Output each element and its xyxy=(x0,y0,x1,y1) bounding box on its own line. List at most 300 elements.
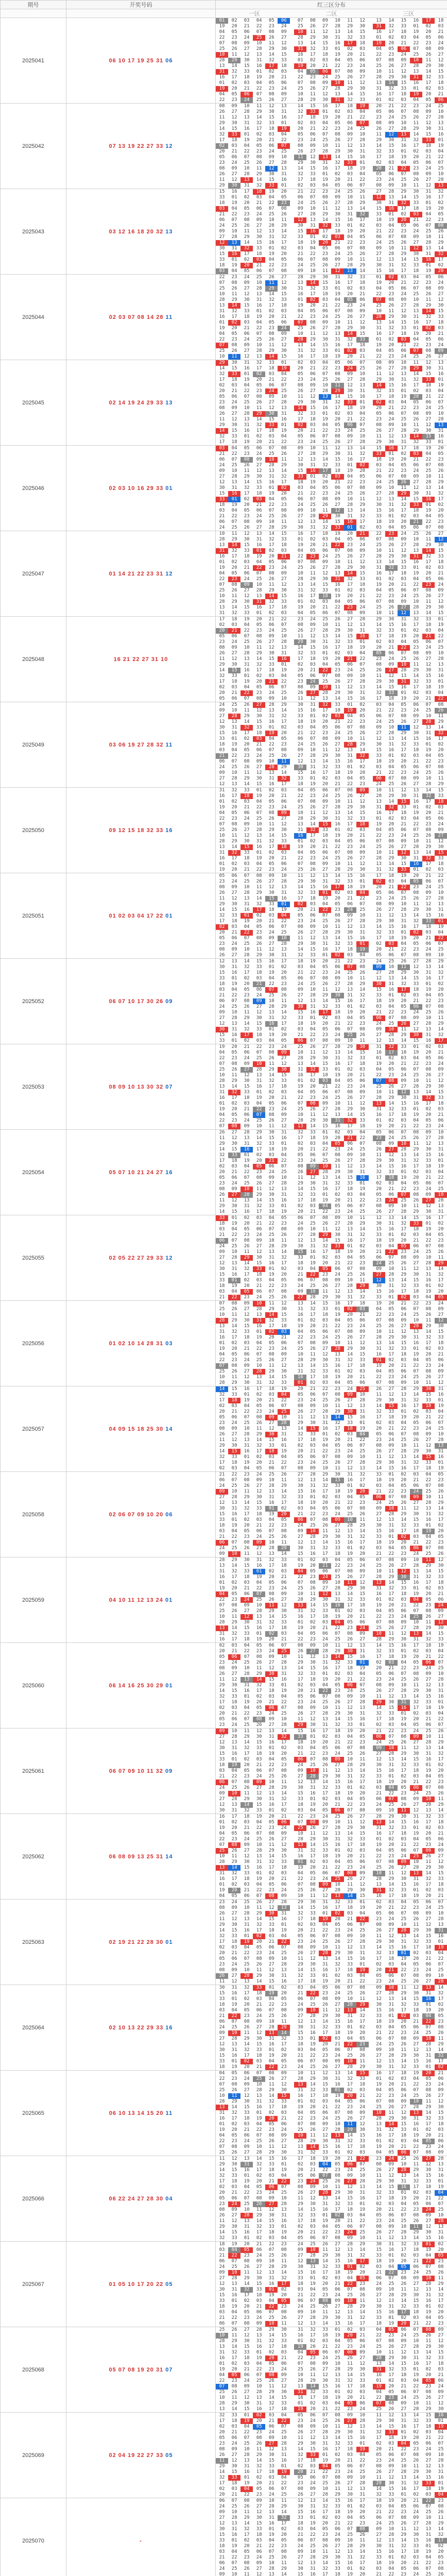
grid-number: 22 xyxy=(322,1209,328,1214)
grid-number: 17 xyxy=(359,1238,366,1243)
grid-number: 07 xyxy=(376,1318,382,1323)
grid-number: 03 xyxy=(376,525,382,530)
grid-number: 17 xyxy=(281,1500,287,1505)
grid-number: 08 xyxy=(219,645,225,650)
grid-number: 12 xyxy=(294,217,306,223)
grid-number: 09 xyxy=(219,1010,225,1015)
grid-number: 13 xyxy=(435,183,447,189)
grid-number: 15 xyxy=(388,383,394,388)
grid-number: 25 xyxy=(268,1472,274,1477)
grid-number: 24 xyxy=(401,1312,407,1317)
grid-number: 27 xyxy=(297,1534,303,1539)
grid-number: 13 xyxy=(376,861,382,867)
grid-number: 31 xyxy=(310,1546,316,1551)
grid-number: 05 xyxy=(219,1415,225,1420)
grid-number: 23 xyxy=(281,981,287,987)
grid-number: 18 xyxy=(438,320,444,325)
grid-number: 10 xyxy=(310,508,316,513)
grid-number: 28 xyxy=(297,275,303,280)
grid-number: 14 xyxy=(219,1147,225,1152)
grid-number: 27 xyxy=(231,1432,237,1437)
grid-number: 30 xyxy=(335,1232,340,1238)
grid-number: 18 xyxy=(281,303,287,308)
grid-number: 08 xyxy=(268,1352,274,1357)
grid-number: 12 xyxy=(219,480,225,485)
grid-number: 12 xyxy=(310,155,316,160)
grid-number: 05 xyxy=(244,1227,250,1232)
grid-number: 15 xyxy=(281,594,287,599)
grid-number: 08 xyxy=(376,1141,382,1146)
grid-number: 27 xyxy=(376,189,382,194)
grid-number: 30 xyxy=(376,502,382,507)
grid-number: 13 xyxy=(219,63,225,69)
grid-number: 32 xyxy=(398,200,410,206)
grid-number: 33 xyxy=(376,1295,382,1300)
grid-number: 08 xyxy=(322,195,328,200)
grid-number: 27 xyxy=(347,679,353,684)
grid-number: 22 xyxy=(388,708,394,713)
grid-number: 22 xyxy=(347,1500,353,1505)
grid-number: 14 xyxy=(216,428,228,434)
grid-number: 30 xyxy=(244,537,250,542)
grid-number: 24 xyxy=(347,126,353,131)
grid-number: 28 xyxy=(335,24,340,29)
grid-number: 01 xyxy=(335,588,340,593)
grid-number: 03 xyxy=(278,1329,290,1335)
grid-number: 32 xyxy=(413,617,419,622)
grid-number: 02 xyxy=(413,388,419,394)
grid-number: 11 xyxy=(438,1495,444,1500)
grid-number: 11 xyxy=(376,673,382,679)
grid-number: 08 xyxy=(268,29,274,35)
grid-number: 02 xyxy=(388,816,394,821)
grid-number: 17 xyxy=(231,1095,237,1100)
grid-number: 27 xyxy=(297,451,303,456)
grid-number: 21 xyxy=(359,52,366,57)
grid-number: 26 xyxy=(376,366,382,371)
grid-number: 17 xyxy=(310,292,316,297)
grid-number: 22 xyxy=(388,1010,394,1015)
grid-number: 04 xyxy=(376,1067,382,1072)
grid-number: 03 xyxy=(231,1466,237,1471)
grid-number: 21 xyxy=(401,41,407,46)
grid-number: 27 xyxy=(347,138,353,143)
grid-number: 08 xyxy=(359,964,366,970)
grid-number: 25 xyxy=(256,577,262,582)
grid-number: 13 xyxy=(256,594,262,599)
grid-number: 04 xyxy=(244,685,250,690)
grid-number: 10 xyxy=(401,360,407,365)
grid-number: 32 xyxy=(244,1266,250,1272)
period-cell: 2025046 xyxy=(1,446,66,531)
grid-number: 19 xyxy=(322,177,328,182)
grid-number: 29 xyxy=(388,1095,394,1100)
grid-number: 28 xyxy=(281,879,287,884)
grid-number: 12 xyxy=(322,92,328,97)
grid-number: 12 xyxy=(297,1478,303,1483)
grid-number: 07 xyxy=(425,702,432,707)
grid-number: 04 xyxy=(256,18,262,23)
grid-number: 26 xyxy=(347,1335,353,1340)
grid-number: 28 xyxy=(244,172,250,177)
grid-number: 15 xyxy=(268,656,274,662)
grid-number: 08 xyxy=(388,58,394,63)
grid-number: 24 xyxy=(256,753,262,758)
grid-number: 05 xyxy=(347,839,353,844)
grid-number: 06 xyxy=(244,1352,250,1357)
grid-number: 02 xyxy=(322,776,328,781)
grid-number: 23 xyxy=(244,753,250,758)
grid-number: 11 xyxy=(359,1517,366,1522)
grid-number: 23 xyxy=(219,160,225,165)
grid-number: 26 xyxy=(322,1523,328,1528)
grid-number: 29 xyxy=(376,617,382,622)
grid-number: 14 xyxy=(388,560,394,565)
grid-number: 11 xyxy=(438,234,444,240)
grid-number: 16 xyxy=(401,1403,407,1409)
grid-number: 25 xyxy=(310,1221,316,1226)
grid-number: 28 xyxy=(335,867,340,872)
grid-number: 08 xyxy=(376,902,382,907)
grid-number: 17 xyxy=(297,177,303,182)
grid-number: 17 xyxy=(344,41,356,46)
grid-number: 01 xyxy=(401,1409,407,1414)
grid-number: 17 xyxy=(335,645,340,650)
grid-number: 30 xyxy=(256,714,262,719)
grid-number: 33 xyxy=(219,195,225,200)
grid-number: 22 xyxy=(244,149,250,154)
grid-number: 25 xyxy=(388,1261,394,1266)
grid-number: 18 xyxy=(253,189,265,195)
grid-number: 01 xyxy=(322,411,328,416)
grid-number: 28 xyxy=(244,651,250,656)
grid-number: 07 xyxy=(297,1101,303,1106)
grid-number: 27 xyxy=(281,816,287,821)
grid-number: 19 xyxy=(438,685,444,690)
grid-number: 05 xyxy=(256,622,262,628)
grid-number: 05 xyxy=(322,964,328,970)
grid-number: 07 xyxy=(256,1352,262,1357)
grid-number: 07 xyxy=(297,18,303,23)
period-cell: 2025051 xyxy=(1,873,66,959)
grid-number: 24 xyxy=(231,941,237,946)
grid-number: 24 xyxy=(310,138,316,143)
grid-number: 21 xyxy=(268,377,274,382)
grid-number: 17 xyxy=(219,679,225,684)
grid-number: 33 xyxy=(219,1038,225,1043)
grid-number: 19 xyxy=(322,115,328,120)
grid-number: 17 xyxy=(219,1398,225,1403)
grid-number: 28 xyxy=(268,463,274,468)
grid-number: 22 xyxy=(359,656,366,662)
grid-number: 08 xyxy=(268,1050,274,1055)
grid-number: 17 xyxy=(359,457,366,462)
grid-number: 13 xyxy=(335,331,340,336)
grid-number: 29 xyxy=(219,1141,225,1146)
grid-number: 05 xyxy=(310,548,316,553)
grid-number: 29 xyxy=(376,679,382,684)
grid-number: 33 xyxy=(231,1454,237,1460)
grid-number: 26 xyxy=(438,468,444,473)
grid-number: 28 xyxy=(401,126,407,131)
grid-number: 11 xyxy=(388,1090,394,1095)
grid-number: 18 xyxy=(401,1050,407,1055)
grid-number: 26 xyxy=(297,149,303,154)
grid-number: 15 xyxy=(376,206,382,211)
grid-number: 09 xyxy=(347,913,353,918)
grid-number: 24 xyxy=(376,1021,382,1026)
grid-number: 23 xyxy=(244,1534,250,1539)
grid-number: 28 xyxy=(388,1272,394,1277)
grid-number: 04 xyxy=(425,993,432,998)
grid-number: 26 xyxy=(322,981,328,987)
grid-number: 21 xyxy=(413,1478,419,1483)
grid-number: 06 xyxy=(281,799,287,804)
grid-number: 10 xyxy=(297,810,303,816)
grid-number: 02 xyxy=(216,924,228,930)
grid-number: 19 xyxy=(413,1352,419,1357)
grid-number: 23 xyxy=(385,531,398,537)
grid-number: 11 xyxy=(401,1506,407,1511)
grid-number: 20 xyxy=(297,428,303,433)
grid-number: 26 xyxy=(244,525,250,530)
grid-number: 30 xyxy=(281,827,287,833)
grid-number: 33 xyxy=(219,257,225,262)
grid-number: 17 xyxy=(219,1158,225,1163)
grid-number: 09 xyxy=(438,588,444,593)
grid-number: 09 xyxy=(401,1078,407,1083)
grid-number: 01 xyxy=(281,121,287,126)
grid-number: 23 xyxy=(359,959,366,964)
grid-number: 19 xyxy=(425,268,432,274)
grid-number: 27 xyxy=(281,1358,287,1363)
grid-number: 07 xyxy=(322,913,328,918)
grid-number: 20 xyxy=(231,326,237,331)
grid-number: 20 xyxy=(347,52,353,57)
grid-number: 07 xyxy=(438,1181,444,1186)
grid-number: 16 xyxy=(359,936,366,941)
grid-number: 14 xyxy=(265,354,278,360)
grid-number: 21 xyxy=(297,189,303,194)
grid-number: 30 xyxy=(335,753,340,758)
grid-number: 14 xyxy=(219,126,225,131)
grid-number: 31 xyxy=(425,189,432,194)
grid-number: 22 xyxy=(438,1175,444,1180)
grid-number: 20 xyxy=(281,1032,287,1038)
grid-number: 10 xyxy=(231,708,237,713)
grid-number: 25 xyxy=(425,229,432,234)
grid-number: 15 xyxy=(425,1392,432,1397)
grid-number: 17 xyxy=(256,428,262,433)
grid-number: 17 xyxy=(376,696,382,701)
grid-number: 04 xyxy=(401,160,407,165)
grid-number: 21 xyxy=(388,645,394,650)
grid-number: 23 xyxy=(388,354,394,359)
grid-number: 11 xyxy=(231,292,237,297)
grid-number: 03 xyxy=(310,360,316,365)
grid-number: 21 xyxy=(347,1437,353,1443)
grid-number: 04 xyxy=(413,1056,419,1061)
grid-number: 25 xyxy=(335,314,340,319)
grid-number: 04 xyxy=(297,850,303,855)
grid-number: 22 xyxy=(413,343,419,348)
grid-number: 10 xyxy=(385,1027,398,1032)
grid-number: 04 xyxy=(297,309,303,314)
grid-number: 21 xyxy=(388,885,394,890)
draw-cell xyxy=(66,531,216,617)
grid-number: 19 xyxy=(244,377,250,382)
grid-number: 04 xyxy=(219,810,225,816)
grid-number: 25 xyxy=(322,1158,328,1163)
grid-number: 17 xyxy=(347,1061,353,1066)
grid-number: 32 xyxy=(256,183,262,188)
grid-number: 01 xyxy=(388,993,394,998)
grid-number: 27 xyxy=(347,1460,353,1465)
grid-number: 25 xyxy=(281,1170,287,1175)
grid-number: 16 xyxy=(256,63,262,69)
grid-number: 23 xyxy=(413,947,419,952)
grid-number: 14 xyxy=(359,1289,366,1294)
grid-number: 28 xyxy=(322,1409,328,1414)
grid-number: 15 xyxy=(268,417,274,422)
grid-number: 15 xyxy=(401,1341,407,1346)
grid-number: 29 xyxy=(347,867,353,872)
grid-number: 32 xyxy=(268,839,274,844)
grid-number: 32 xyxy=(388,1107,394,1112)
grid-number: 19 xyxy=(310,1261,316,1266)
grid-number: 06 xyxy=(297,195,303,200)
grid-number: 33 xyxy=(219,1278,225,1283)
grid-number: 31 xyxy=(244,422,250,428)
grid-number: 06 xyxy=(438,275,444,280)
grid-number: 21 xyxy=(322,1084,328,1089)
grid-number: 11 xyxy=(438,1255,444,1260)
grid-number: 16 xyxy=(438,673,444,679)
grid-number: 02 xyxy=(268,1090,274,1095)
grid-number: 07 xyxy=(413,588,419,593)
grid-number: 33 xyxy=(422,377,435,383)
grid-number: 28 xyxy=(376,1335,382,1340)
grid-number: 22 xyxy=(425,457,432,462)
grid-number: 18 xyxy=(219,200,225,206)
grid-number: 25 xyxy=(322,138,328,143)
grid-number: 14 xyxy=(297,885,303,890)
grid-number: 27 xyxy=(413,240,419,245)
grid-number: 30 xyxy=(401,1335,407,1340)
grid-number: 30 xyxy=(347,1170,353,1175)
grid-number: 12 xyxy=(425,1141,432,1146)
grid-number: 23 xyxy=(268,867,274,872)
grid-number: 07 xyxy=(244,155,250,160)
grid-number: 21 xyxy=(413,457,419,462)
grid-number: 23 xyxy=(310,1335,316,1340)
grid-number: 11 xyxy=(401,246,407,251)
grid-number: 11 xyxy=(413,1141,419,1146)
grid-number: 26 xyxy=(268,337,274,342)
grid-number: 22 xyxy=(219,35,225,40)
grid-number: 02 xyxy=(413,628,419,633)
grid-number: 32 xyxy=(240,725,253,731)
grid-number: 01 xyxy=(219,1341,225,1346)
grid-number: 24 xyxy=(373,1261,385,1266)
grid-number: 14 xyxy=(322,457,328,462)
grid-number: 19 xyxy=(219,1107,225,1112)
grid-number: 12 xyxy=(388,913,394,918)
grid-number: 25 xyxy=(268,451,274,456)
grid-number: 25 xyxy=(244,941,250,946)
grid-number: 07 xyxy=(256,29,262,35)
grid-number: 07 xyxy=(268,446,274,451)
grid-number: 15 xyxy=(401,80,407,86)
grid-number: 08 xyxy=(359,246,366,251)
grid-number: 03 xyxy=(347,890,353,895)
grid-number: 29 xyxy=(388,314,394,319)
grid-number: 04 xyxy=(335,537,340,542)
grid-number: 09 xyxy=(219,1551,225,1556)
grid-number: 10 xyxy=(297,1112,303,1117)
grid-number: 29 xyxy=(438,782,444,787)
grid-number: 09 xyxy=(410,1495,422,1500)
grid-number: 05 xyxy=(231,810,237,816)
grid-number: 18 xyxy=(228,1398,240,1403)
grid-number: 05 xyxy=(388,1067,394,1072)
grid-number: 31 xyxy=(401,617,407,622)
grid-number: 25 xyxy=(231,702,237,707)
grid-number: 19 xyxy=(359,166,366,171)
grid-number: 03 xyxy=(281,1090,287,1095)
red-numbers: 01 02 03 04 17 22 xyxy=(109,912,164,919)
grid-number: 02 xyxy=(281,725,287,730)
grid-number: 06 xyxy=(310,371,316,377)
grid-number: 09 xyxy=(244,41,250,46)
grid-number: 12 xyxy=(268,645,274,650)
grid-number: 18 xyxy=(244,75,250,80)
grid-number: 13 xyxy=(256,1073,262,1078)
grid-number: 09 xyxy=(322,320,328,325)
grid-number: 30 xyxy=(401,314,407,319)
grid-number: 06 xyxy=(310,1454,316,1460)
grid-number: 20 xyxy=(256,919,262,924)
grid-number: 03 xyxy=(335,776,340,781)
grid-number: 24 xyxy=(335,970,340,975)
grid-number: 04 xyxy=(413,816,419,821)
grid-number: 32 xyxy=(219,1392,225,1397)
grid-number: 07 xyxy=(310,257,316,262)
grid-number: 13 xyxy=(376,1341,382,1346)
grid-number: 30 xyxy=(347,388,353,394)
grid-number: 06 xyxy=(347,902,353,907)
grid-number: 08 xyxy=(347,850,353,855)
grid-number: 24 xyxy=(268,628,274,633)
grid-number: 13 xyxy=(425,1266,432,1272)
grid-number: 31 xyxy=(347,1472,353,1477)
grid-number: 10 xyxy=(331,80,343,86)
grid-number: 11 xyxy=(388,309,394,314)
grid-number: 14 xyxy=(401,195,407,200)
grid-number: 01 xyxy=(401,149,407,154)
grid-number: 27 xyxy=(231,953,237,958)
grid-number: 33 xyxy=(335,702,340,707)
grid-number: 23 xyxy=(344,605,356,611)
grid-number: 22 xyxy=(297,554,303,559)
grid-number: 18 xyxy=(256,1272,262,1277)
grid-number: 01 xyxy=(388,753,394,758)
grid-number: 09 xyxy=(231,405,237,411)
grid-number: 27 xyxy=(438,292,444,297)
grid-number: 08 xyxy=(347,1090,353,1095)
grid-number: 12 xyxy=(438,599,444,604)
grid-number: 30 xyxy=(376,742,382,747)
